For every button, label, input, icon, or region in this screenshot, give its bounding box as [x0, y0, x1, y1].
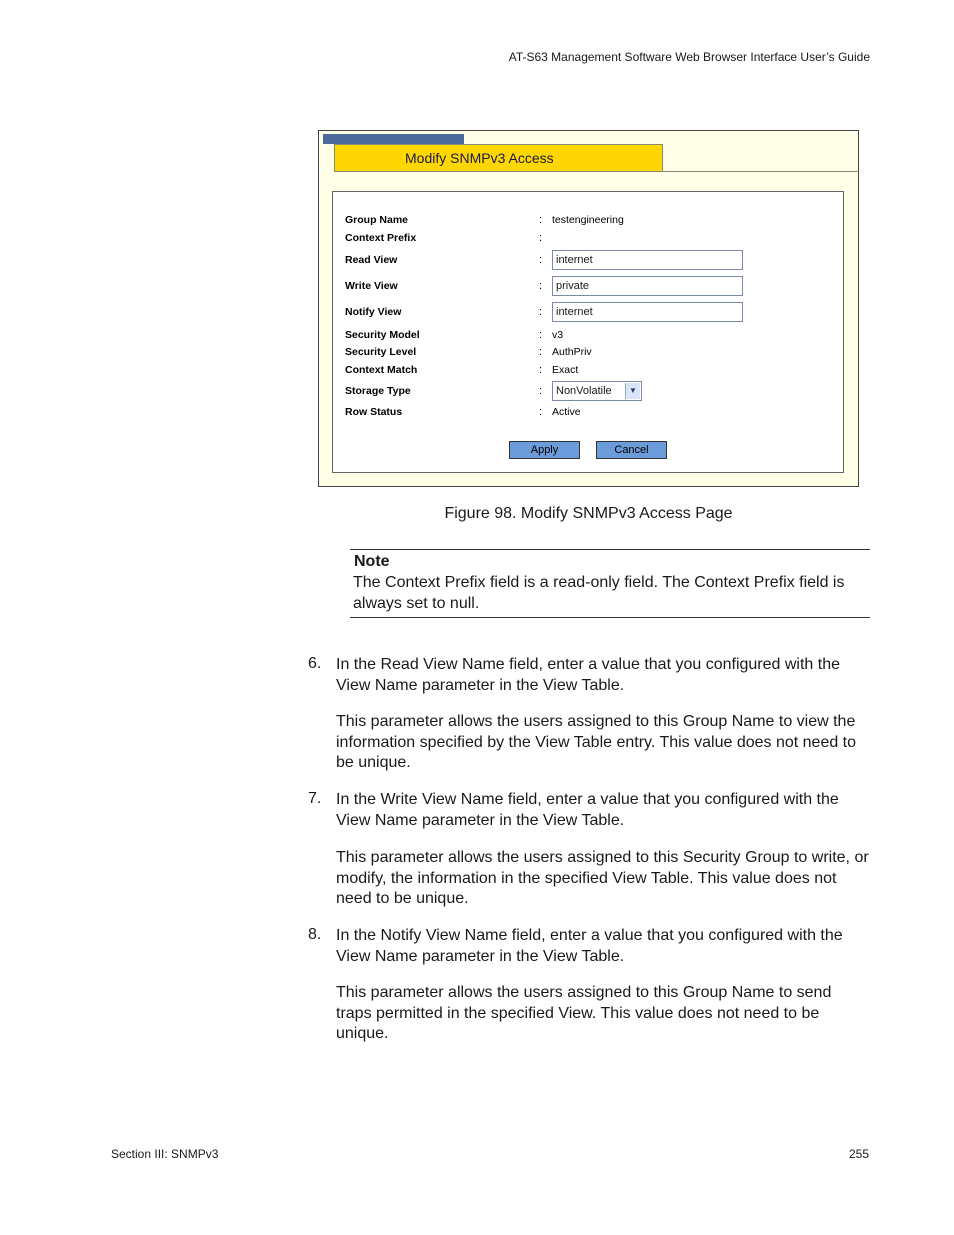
chevron-down-icon[interactable]: ▼ [625, 383, 640, 399]
snmpv3-access-screenshot [318, 130, 859, 487]
footer-section: Section III: SNMPv3 [111, 1147, 219, 1161]
colon: : [539, 214, 543, 226]
row-status-value: Active [552, 406, 581, 418]
title-strip [323, 134, 464, 144]
colon: : [539, 254, 543, 266]
write-view-label: Write View [345, 280, 398, 292]
step-text: In the Read View Name field, enter a value that you configured with the View Name parameter in the View Table. [336, 656, 841, 694]
colon: : [539, 364, 543, 376]
step-number: 8. [308, 926, 322, 943]
notify-view-label: Notify View [345, 306, 402, 318]
colon: : [539, 280, 543, 292]
write-view-input[interactable]: private [552, 276, 743, 296]
running-header: AT-S63 Management Software Web Browser Interface User’s Guide [508, 50, 870, 64]
security-level-value: AuthPriv [552, 346, 592, 358]
security-level-label: Security Level [345, 346, 417, 358]
storage-type-select[interactable] [552, 381, 642, 401]
storage-type-selected: NonVolatile [556, 385, 612, 397]
apply-button[interactable]: Apply [509, 441, 580, 459]
step-number: 6. [308, 655, 322, 672]
group-name-label: Group Name [345, 214, 409, 226]
page-title: Modify SNMPv3 Access [334, 144, 663, 172]
figure-caption: Figure 98. Modify SNMPv3 Access Page [444, 505, 733, 522]
colon: : [539, 406, 543, 418]
storage-type-label: Storage Type [345, 385, 411, 397]
security-model-label: Security Model [345, 329, 420, 341]
page-number: 255 [848, 1147, 869, 1161]
colon: : [539, 346, 543, 358]
read-view-input[interactable]: internet [552, 250, 743, 270]
row-status-label: Row Status [345, 406, 403, 418]
note-bottom-rule [350, 617, 870, 618]
step-detail: This parameter allows the users assigned to this Group Name to send traps permitted in the specified View. This value does not need to be unique. [336, 984, 832, 1042]
step-text: In the Write View Name field, enter a value that you configured with the View Name parameter in the View Table. [336, 791, 839, 829]
step-number: 7. [308, 790, 322, 807]
group-name-value: testengineering [552, 214, 624, 226]
context-prefix-label: Context Prefix [345, 232, 417, 244]
context-match-value: Exact [552, 364, 579, 376]
form-panel [332, 191, 844, 473]
context-match-label: Context Match [345, 364, 418, 376]
colon: : [539, 385, 543, 397]
colon: : [539, 329, 543, 341]
step-detail: This parameter allows the users assigned to this Security Group to write, or modify, the information in the specified View Table. This value does not need to be unique. [336, 849, 869, 907]
cancel-button[interactable]: Cancel [596, 441, 667, 459]
step-text: In the Notify View Name field, enter a value that you configured with the View Name parameter in the View Table. [336, 927, 843, 965]
note-title: Note [354, 553, 390, 570]
colon: : [539, 306, 543, 318]
note-top-rule [350, 549, 870, 550]
security-model-value: v3 [552, 329, 564, 341]
note-body: The Context Prefix field is a read-only field. The Context Prefix field is always set to null. [353, 574, 845, 612]
notify-view-input[interactable]: internet [552, 302, 743, 322]
colon: : [539, 232, 543, 244]
step-detail: This parameter allows the users assigned to this Group Name to view the information specified by the View Table entry. This value does not need to be unique. [336, 713, 857, 771]
title-rule [663, 171, 859, 172]
read-view-label: Read View [345, 254, 398, 266]
